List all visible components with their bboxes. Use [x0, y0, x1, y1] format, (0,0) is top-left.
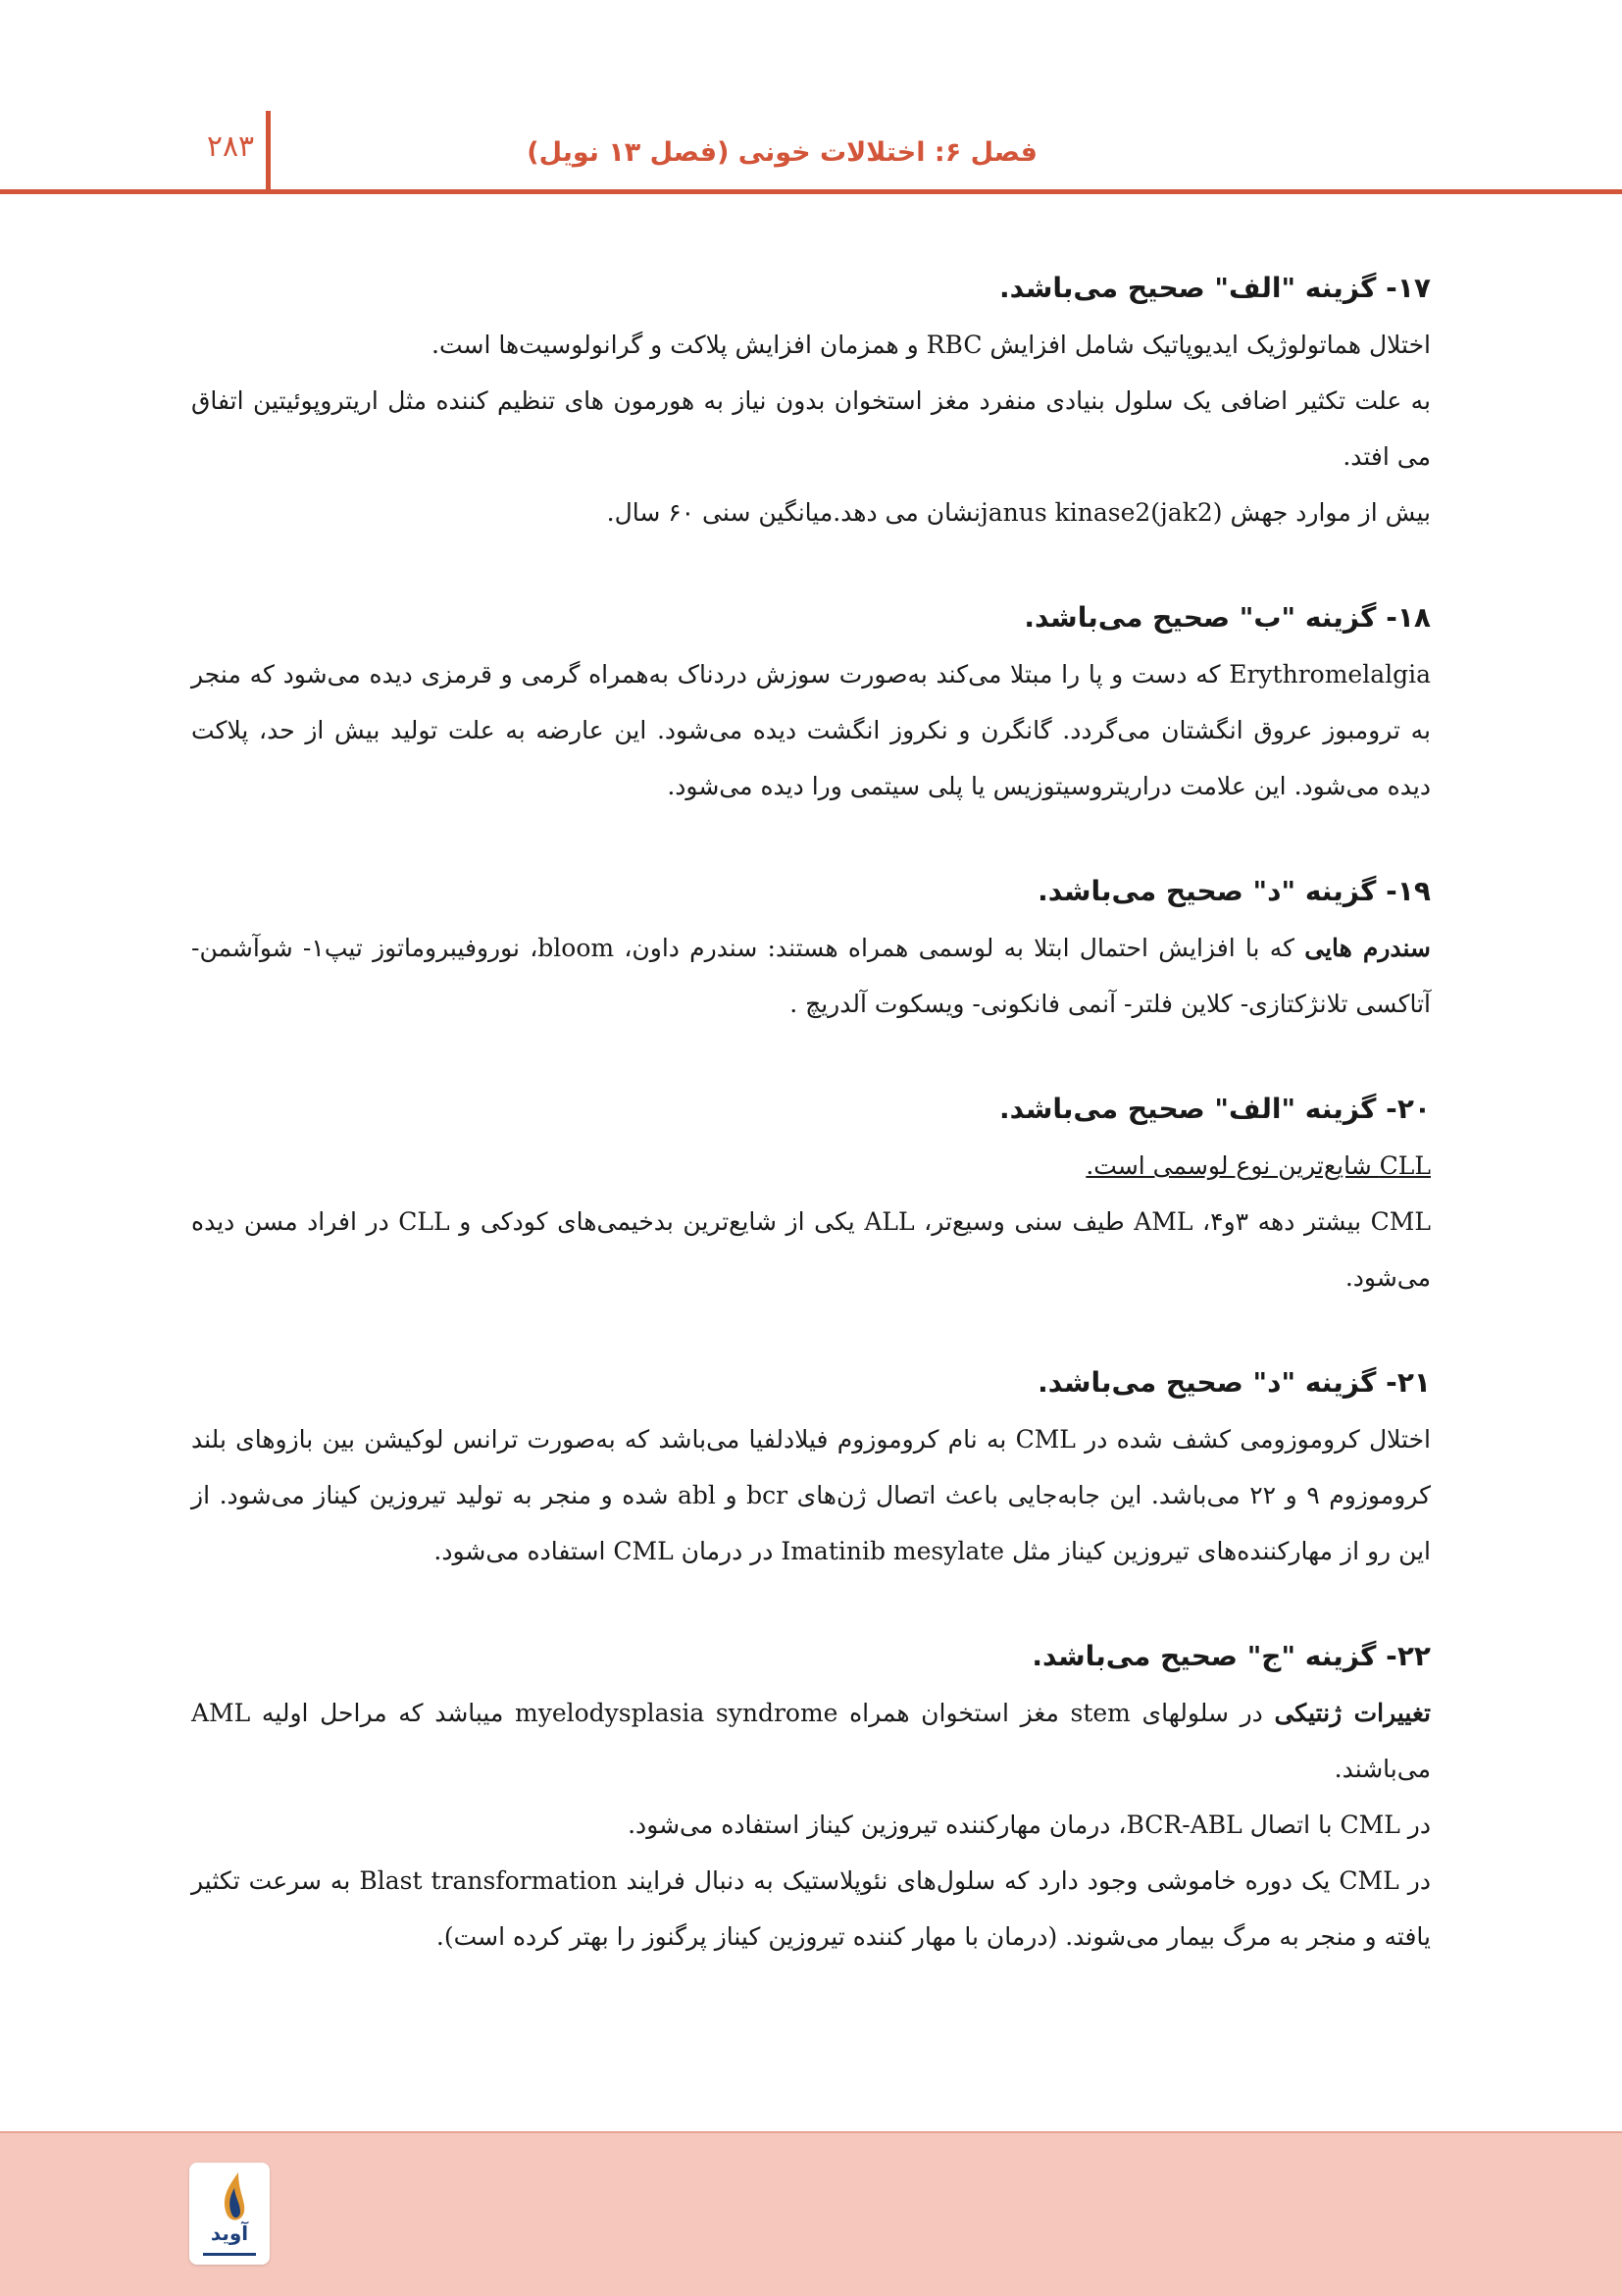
answer-22-title: ۲۲- گزینه "ج" صحیح می‌باشد. [1032, 1640, 1431, 1672]
header-divider-horizontal [0, 189, 1622, 194]
answer-19-body: که با افزایش احتمال ابتلا به لوسمی همراه هستند: سندرم داون، bloom، نوروفیبروماتوز تیپ۱- شوآشمن- آتاکسی تلانژکتازی- کلاین فلتر- آنمی فانکونی- ویسکوت آلدریچ . [191, 934, 1431, 1018]
answer-17-paragraph-1: اختلال هماتولوژیک ایدیوپاتیک شامل افزایش RBC و همزمان افزایش پلاکت و گرانولوسیت‌ها است. [431, 331, 1431, 359]
answer-21-title: ۲۱- گزینه "د" صحیح می‌باشد. [1038, 1366, 1431, 1399]
answer-22-paragraph-2: در CML با اتصال BCR-ABL، درمان مهارکننده تیروزین کیناز استفاده می‌شود. [628, 1811, 1431, 1839]
answer-content [191, 260, 1431, 2014]
answer-21 [191, 1354, 1431, 1579]
answer-22-paragraph-1 [191, 1685, 1431, 1797]
answer-20-paragraph-2: CML بیشتر دهه ۳و۴، AML طیف سنی وسیع‌تر، ALL یکی از شایع‌ترین بدخیمی‌های کودکی و CLL در افراد مسن دیده می‌شود. [191, 1207, 1431, 1292]
answer-20 [191, 1081, 1431, 1305]
chapter-title: فصل ۶: اختلالات خونی (فصل ۱۳ نویل) [527, 137, 1038, 168]
answer-18-paragraph-1: Erythromelalgia که دست و پا را مبتلا می‌کند به‌صورت سوزش دردناک به‌همراه گرمی و قرمزی دیده می‌شود که منجر به ترومبوز عروق انگشتان می‌گردد. گانگرن و نکروز انگشت دیده می‌شود. این عارضه به علت تولید بیش از حد، پلاکت دیده می‌شود. این علامت دراریتروسیتوزیس یا پلی سیتمی ورا دیده می‌شود. [191, 660, 1431, 800]
answer-20-underlined: CLL شایع‌ترین نوع لوسمی است. [1086, 1151, 1431, 1180]
page-number: ۲۸۳ [206, 129, 255, 164]
answer-17-paragraph-2: به علت تکثیر اضافی یک سلول بنیادی منفرد مغز استخوان بدون نیاز به هورمون های تنظیم کننده مثل اریتروپوئیتین اتفاق می افتد. [191, 386, 1431, 471]
flame-icon [189, 2163, 270, 2265]
answer-19-paragraph-1 [191, 920, 1431, 1032]
header-divider-vertical [266, 111, 271, 193]
publisher-logo [189, 2163, 270, 2265]
answer-22 [191, 1628, 1431, 1964]
answer-19 [191, 863, 1431, 1032]
answer-17-paragraph-3: بیش از موارد جهش (janus kinase2(jak2نشان می دهد.میانگین سنی ۶۰ سال. [606, 498, 1431, 527]
page-header [0, 0, 1622, 196]
answer-20-paragraph-1 [191, 1138, 1431, 1194]
answer-19-title: ۱۹- گزینه "د" صحیح می‌باشد. [1038, 875, 1431, 907]
answer-17 [191, 260, 1431, 540]
answer-18-title: ۱۸- گزینه "ب" صحیح می‌باشد. [1024, 601, 1431, 634]
page-footer [0, 2131, 1622, 2296]
answer-19-lead: سندرم هایی [1304, 934, 1431, 962]
logo-text: آوید [210, 2221, 249, 2245]
answer-21-paragraph-1: اختلال کروموزومی کشف شده در CML به نام کروموزوم فیلادلفیا می‌باشد که به‌صورت ترانس لوکیشن بین بازوهای بلند کروموزوم ۹ و ۲۲ می‌باشد. این جابه‌جایی باعث اتصال ژن‌های bcr و abl شده و منجر به تولید تیروزین کیناز می‌شود. از این رو از مهارکننده‌های تیروزین کیناز مثل Imatinib mesylate در درمان CML استفاده می‌شود. [191, 1425, 1432, 1565]
answer-22-lead: تغییرات ژنتیکی [1274, 1699, 1431, 1727]
answer-17-title: ۱۷- گزینه "الف" صحیح می‌باشد. [999, 272, 1431, 304]
answer-22-paragraph-3: در CML یک دوره خاموشی وجود دارد که سلول‌های نئوپلاستیک به دنبال فرایند Blast transformation به سرعت تکثیر یافته و منجر به مرگ بیمار می‌شوند. (درمان با مهار کننده تیروزین کیناز پرگنوز را بهتر کرده است). [191, 1866, 1431, 1951]
answer-22-body: در سلولهای stem مغز استخوان همراه myelodysplasia syndrome میباشد که مراحل اولیه AML می‌باشند. [191, 1699, 1431, 1783]
answer-18 [191, 589, 1431, 814]
answer-20-title: ۲۰- گزینه "الف" صحیح می‌باشد. [999, 1093, 1431, 1125]
